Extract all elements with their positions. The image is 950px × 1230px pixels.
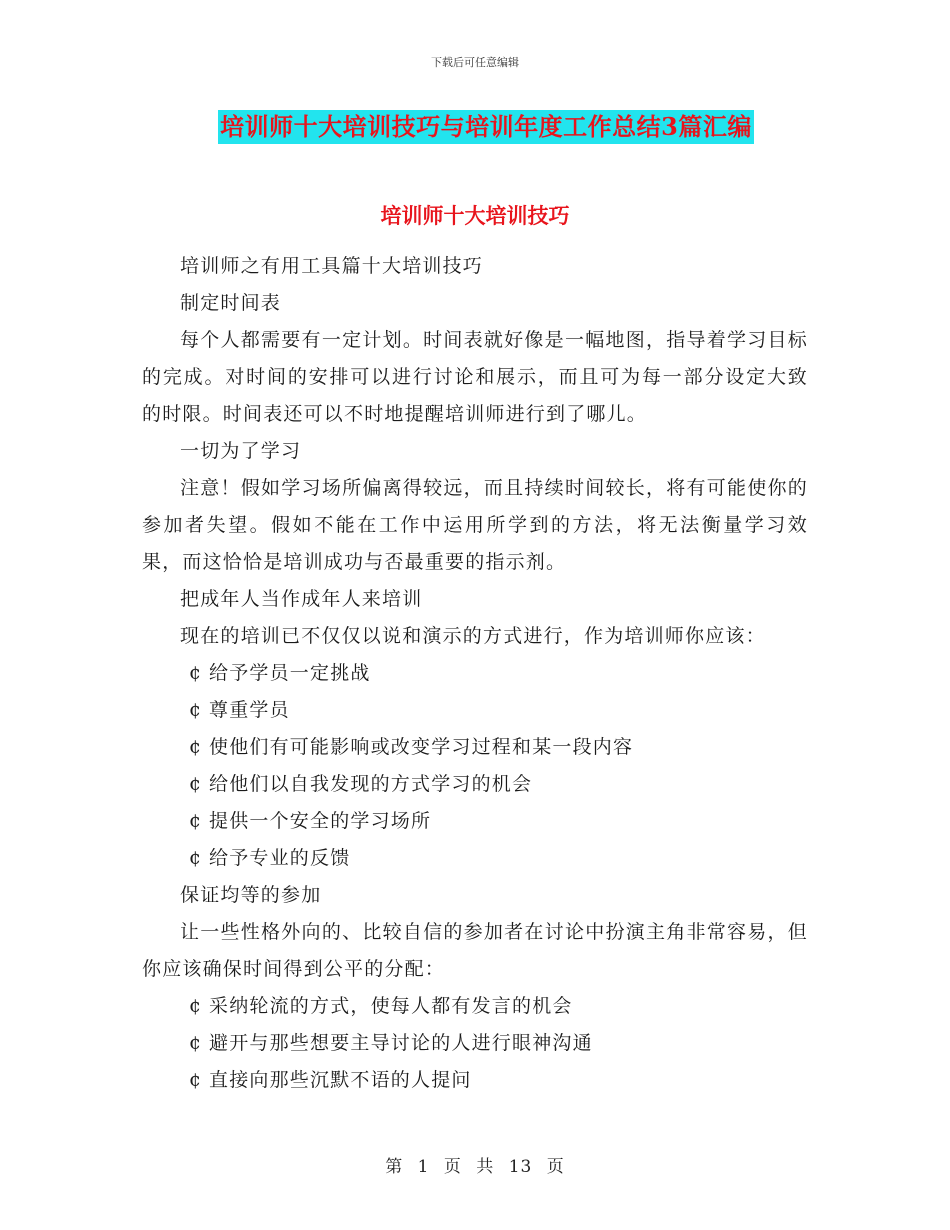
bullet-text: 给他们以自我发现的方式学习的机会 bbox=[209, 773, 533, 795]
paragraph: 制定时间表 bbox=[180, 292, 282, 314]
footer-page-word: 页 bbox=[443, 1157, 462, 1177]
page-footer bbox=[0, 1152, 950, 1177]
bullet-text: 使他们有可能影响或改变学习过程和某一段内容 bbox=[209, 736, 634, 758]
bullet-text: 给予专业的反馈 bbox=[209, 847, 351, 869]
footer-current-page: 1 bbox=[417, 1157, 430, 1177]
section-title: 培训师十大培训技巧 bbox=[380, 203, 570, 228]
paragraph: 把成年人当作成年人来培训 bbox=[180, 588, 423, 610]
bullet-mark-icon: ¢ bbox=[189, 1069, 203, 1091]
bullet-mark-icon: ¢ bbox=[189, 773, 203, 795]
footer-total-pages: 13 bbox=[508, 1157, 533, 1177]
bullet-text: 尊重学员 bbox=[209, 699, 290, 721]
bullet-item bbox=[142, 729, 808, 766]
bullet-mark-icon: ¢ bbox=[189, 1032, 203, 1054]
bullet-mark-icon: ¢ bbox=[189, 995, 203, 1017]
bullet-item bbox=[142, 988, 808, 1025]
paragraph: 现在的培训已不仅仅以说和演示的方式进行，作为培训师你应该： bbox=[180, 625, 766, 647]
bullet-text: 直接向那些沉默不语的人提问 bbox=[209, 1069, 472, 1091]
bullet-text: 给予学员一定挑战 bbox=[209, 662, 371, 684]
bullet-mark-icon: ¢ bbox=[189, 736, 203, 758]
footer-prefix: 第 bbox=[385, 1157, 404, 1177]
bullet-mark-icon: ¢ bbox=[189, 847, 203, 869]
bullet-item bbox=[142, 840, 808, 877]
bullet-item bbox=[142, 692, 808, 729]
footer-total-word: 共 bbox=[476, 1157, 495, 1177]
header-note: 下载后可任意编辑 bbox=[431, 56, 519, 69]
bullet-item bbox=[142, 655, 808, 692]
bullet-mark-icon: ¢ bbox=[189, 662, 203, 684]
paragraph: 培训师之有用工具篇十大培训技巧 bbox=[180, 255, 484, 277]
paragraph: 每个人都需要有一定计划。时间表就好像是一幅地图，指导着学习目标的完成。对时间的安排可以进行讨论和展示，而且可为每一部分设定大致的时限。时间表还可以不时地提醒培训师进行到了哪儿。 bbox=[142, 329, 808, 425]
main-title: 培训师十大培训技巧与培训年度工作总结3篇汇编 bbox=[218, 110, 754, 144]
bullet-text: 提供一个安全的学习场所 bbox=[209, 810, 432, 832]
paragraph: 让一些性格外向的、比较自信的参加者在讨论中扮演主角非常容易，但你应该确保时间得到公平的分配： bbox=[142, 921, 808, 980]
paragraph: 一切为了学习 bbox=[180, 440, 302, 462]
bullet-mark-icon: ¢ bbox=[189, 699, 203, 721]
paragraph: 注意！假如学习场所偏离得较远，而且持续时间较长，将有可能使你的参加者失望。假如不能在工作中运用所学到的方法，将无法衡量学习效果，而这恰恰是培训成功与否最重要的指示剂。 bbox=[142, 477, 808, 573]
main-title-container bbox=[0, 110, 950, 144]
bullet-item bbox=[142, 766, 808, 803]
bullet-text: 避开与那些想要主导讨论的人进行眼神沟通 bbox=[209, 1032, 593, 1054]
bullet-mark-icon: ¢ bbox=[189, 810, 203, 832]
footer-suffix: 页 bbox=[546, 1157, 565, 1177]
document-body bbox=[142, 248, 808, 1099]
paragraph: 保证均等的参加 bbox=[180, 884, 322, 906]
bullet-item bbox=[142, 1062, 808, 1099]
bullet-text: 采纳轮流的方式，使每人都有发言的机会 bbox=[209, 995, 573, 1017]
bullet-item bbox=[142, 803, 808, 840]
bullet-item bbox=[142, 1025, 808, 1062]
